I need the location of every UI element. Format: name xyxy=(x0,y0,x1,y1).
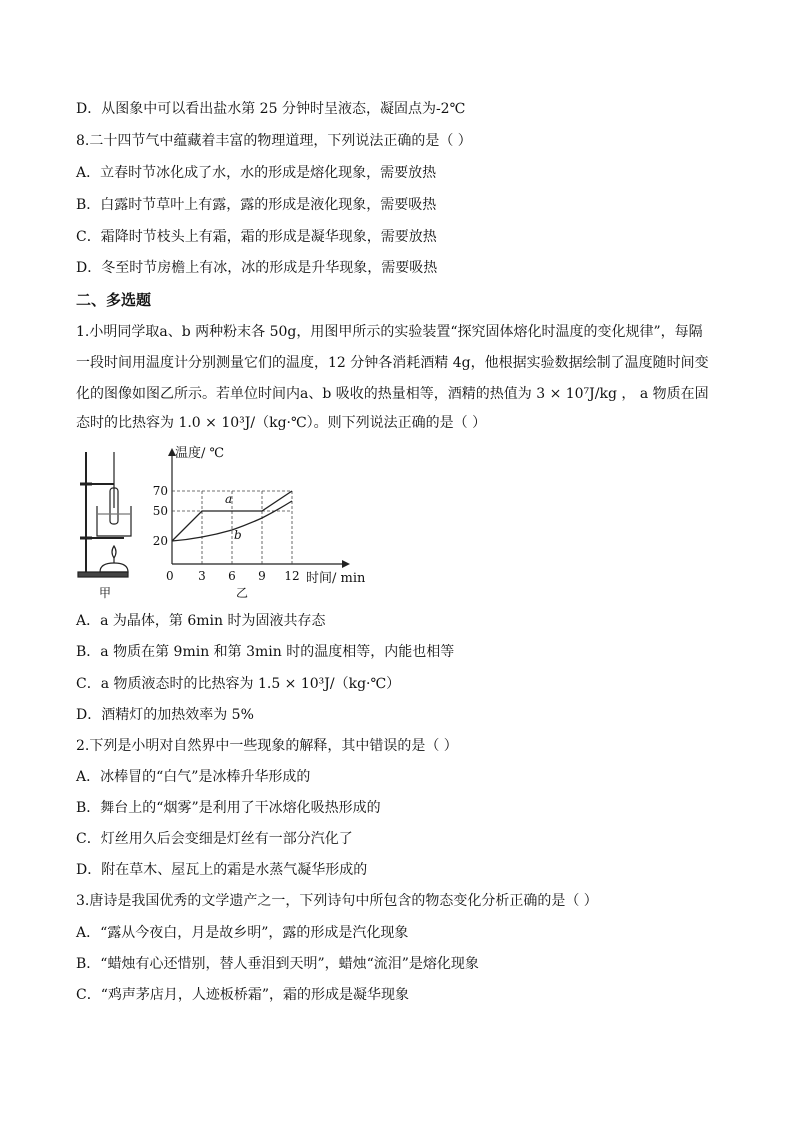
section-title: 二、多选题 xyxy=(76,291,152,309)
mq3-option-b: B．“蜡烛有心还惜别，替人垂泪到天明”，蜡烛“流泪”是熔化现象 xyxy=(76,956,479,972)
mq1-stem-line: 1.小明同学取a、b 两种粉末各 50g，用图甲所示的实验装置“探究固体熔化时温度的变化规律”，每隔 xyxy=(76,324,703,340)
mq1-option-b: B．a 物质在第 9min 和第 3min 时的温度相等，内能也相等 xyxy=(76,644,455,660)
mq2-option-a: A．冰棒冒的“白气”是冰棒升华形成的 xyxy=(76,769,311,785)
q8-option-c: C．霜降时节枝头上有霜，霜的形成是凝华现象，需要放热 xyxy=(76,229,437,245)
beaker xyxy=(97,506,131,536)
x-tick-label: 6 xyxy=(228,569,236,583)
x-tick-label: 3 xyxy=(198,569,206,583)
q7-option-d: D．从图象中可以看出盐水第 25 分钟时呈液态，凝固点为-2℃ xyxy=(76,101,466,117)
label-yi: 乙 xyxy=(236,586,249,600)
experiment-figure xyxy=(70,442,380,602)
mq1-option-a: A．a 为晶体，第 6min 时为固液共存态 xyxy=(76,613,326,629)
mq2-stem: 2.下列是小明对自然界中一些现象的解释，其中错误的是（ ） xyxy=(76,738,458,754)
y-axis-label: 温度/ ℃ xyxy=(175,446,225,461)
x-axis-label: 时间/ min xyxy=(306,571,366,586)
curve-a-label: a xyxy=(225,492,233,506)
mq1-stem-line: 一段时间用温度计分别测量它们的温度，12 分钟各消耗酒精 4g，他根据实验数据绘制了温度随时间变 xyxy=(76,355,709,371)
mq1-option-c: C．a 物质液态时的比热容为 1.5 × 10³J/（kg·℃） xyxy=(76,676,401,692)
mq2-option-b: B．舞台上的“烟雾”是利用了干冰熔化吸热形成的 xyxy=(76,800,381,816)
mq2-option-d: D．附在草木、屋瓦上的霜是水蒸气凝华形成的 xyxy=(76,862,368,878)
q8-stem: 8.二十四节气中蕴藏着丰富的物理道理，下列说法正确的是（ ） xyxy=(76,133,472,149)
mq2-option-c: C．灯丝用久后会变细是灯丝有一部分汽化了 xyxy=(76,831,353,847)
mq1-option-d: D．酒精灯的加热效率为 5% xyxy=(76,707,254,723)
flame xyxy=(112,546,116,558)
y-tick-label: 20 xyxy=(152,534,168,548)
y-tick-label: 50 xyxy=(152,504,168,518)
mq1-stem-line: 化的图像如图乙所示。若单位时间内a、b 吸收的热量相等，酒精的热值为 3 × 10⁷J/kg ， a 物质在固 xyxy=(76,386,709,402)
origin-label: 0 xyxy=(166,569,174,583)
mq3-option-a: A．“露从今夜白，月是故乡明”，露的形成是汽化现象 xyxy=(76,925,409,941)
q8-option-a: A．立春时节冰化成了水，水的形成是熔化现象，需要放热 xyxy=(76,165,437,181)
x-axis-arrow xyxy=(342,560,350,568)
temperature-graph xyxy=(153,445,366,586)
alcohol-lamp xyxy=(100,563,128,572)
y-tick-label: 70 xyxy=(152,484,168,498)
mq1-stem-line: 态时的比热容为 1.0 × 10³J/（kg·℃）。则下列说法正确的是（ ） xyxy=(76,415,487,431)
stand-base xyxy=(78,572,128,577)
x-tick-label: 12 xyxy=(284,569,300,583)
x-tick-label: 9 xyxy=(258,569,266,583)
label-jia: 甲 xyxy=(99,586,112,600)
mq3-option-c: C．“鸡声茅店月，人迹板桥霜”，霜的形成是凝华现象 xyxy=(76,987,410,1003)
mq3-stem: 3.唐诗是我国优秀的文学遗产之一，下列诗句中所包含的物态变化分析正确的是（ ） xyxy=(76,893,598,909)
figure-svg xyxy=(70,442,380,602)
curve-b-label: b xyxy=(234,528,242,542)
q8-option-b: B．白露时节草叶上有露，露的形成是液化现象，需要吸热 xyxy=(76,197,437,213)
q8-option-d: D．冬至时节房檐上有冰，冰的形成是升华现象，需要吸热 xyxy=(76,260,438,276)
apparatus-drawing xyxy=(78,452,131,577)
